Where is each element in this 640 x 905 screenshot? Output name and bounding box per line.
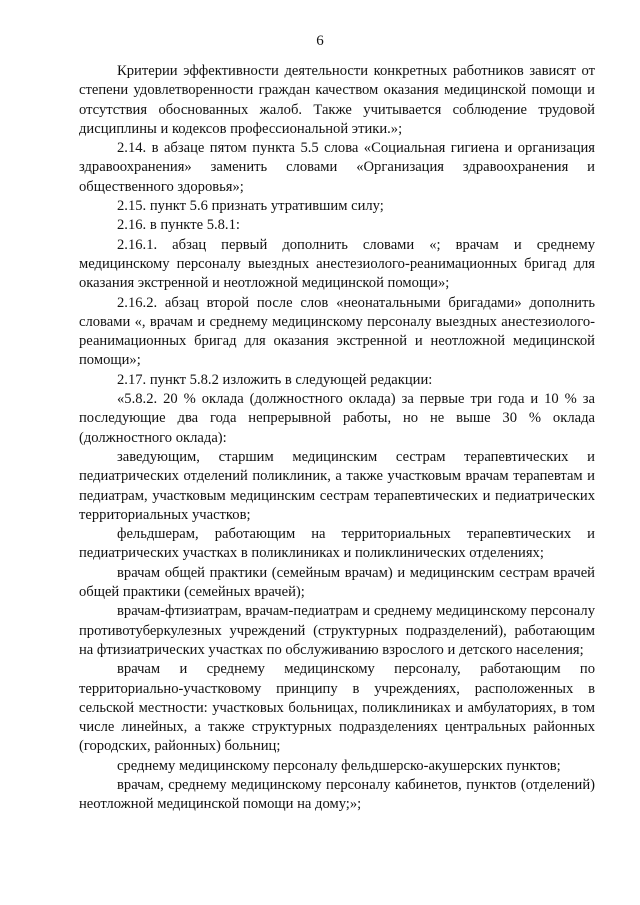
paragraph-2-17: 2.17. пункт 5.8.2 изложить в следующей редакции: (117, 371, 433, 388)
paragraph-feldsher-points: среднему медицинскому персоналу фельдшерско-акушерских пунктов; (117, 757, 561, 774)
paragraph-2-16-2: 2.16.2. абзац второй после слов «неонатальными бригадами» дополнить словами «, врачам и среднему медицинскому персоналу выездных анестезиолого-реанимационных бригад для оказания экстренной и неотложной медицинской помощи»; (79, 294, 595, 369)
paragraph-heads-nurses: заведующим, старшим медицинским сестрам терапевтических и педиатрических отделений поликлиник, а также участковым врачам терапевтам и педиатрам, участковым медицинским сестрам терапевтических и педиатрических территориальных участков; (79, 448, 595, 523)
paragraph-general-practice: врачам общей практики (семейным врачам) и медицинским сестрам врачей общей практики (семейных врачей); (79, 564, 595, 601)
paragraph-criteria: Критерии эффективности деятельности конкретных работников зависят от степени удовлетворенности граждан качеством оказания медицинской помощи и отсутствия обоснованных жалоб. Также учитывается соблюдение трудовой дисциплины и кодексов профессиональной этики.»; (79, 63, 595, 137)
paragraph-2-15: 2.15. пункт 5.6 признать утратившим силу; (117, 198, 384, 215)
paragraph-2-14: 2.14. в абзаце пятом пункта 5.5 слова «Социальная гигиена и организация здравоохранения» заменить словами «Организация здравоохранения и общественного здоровья»; (79, 140, 595, 195)
paragraph-paramedics: фельдшерам, работающим на территориальных терапевтических и педиатрических участках в поликлиниках и поликлинических отделениях; (79, 526, 595, 562)
paragraph-rural: врачам и среднему медицинскому персоналу, работающим по территориально-участковому принципу в учреждениях, расположенных в сельской местности: участковых больницах, поликлиниках и амбулаториях, в том числе линейных, а также структурных подразделениях центральных районных (городских, районных) больниц; (79, 661, 595, 755)
page-number: 6 (316, 33, 324, 49)
paragraph-5-8-2: «5.8.2. 20 % оклада (должностного оклада) за первые три года и 10 % за последующие два года непрерывной работы, но не выше 30 % оклада (должностного оклада): (79, 391, 595, 446)
paragraph-2-16-1: 2.16.1. абзац первый дополнить словами «; врачам и среднему медицинскому персоналу выездных анестезиолого-реанимационных бригад для оказания экстренной и неотложной медицинской помощи»; (79, 236, 595, 292)
paragraph-emergency-home: врачам, среднему медицинскому персоналу кабинетов, пунктов (отделений) неотложной медицинской помощи на дому;»; (79, 776, 595, 813)
paragraph-2-16: 2.16. в пункте 5.8.1: (117, 217, 240, 234)
paragraph-phthisiatricians: врачам-фтизиатрам, врачам-педиатрам и среднему медицинскому персоналу противотуберкулезных учреждений (структурных подразделений), работающим на фтизиатрических участках по обслуживанию взрослого и детского населения; (79, 603, 595, 658)
document-body (79, 62, 595, 815)
